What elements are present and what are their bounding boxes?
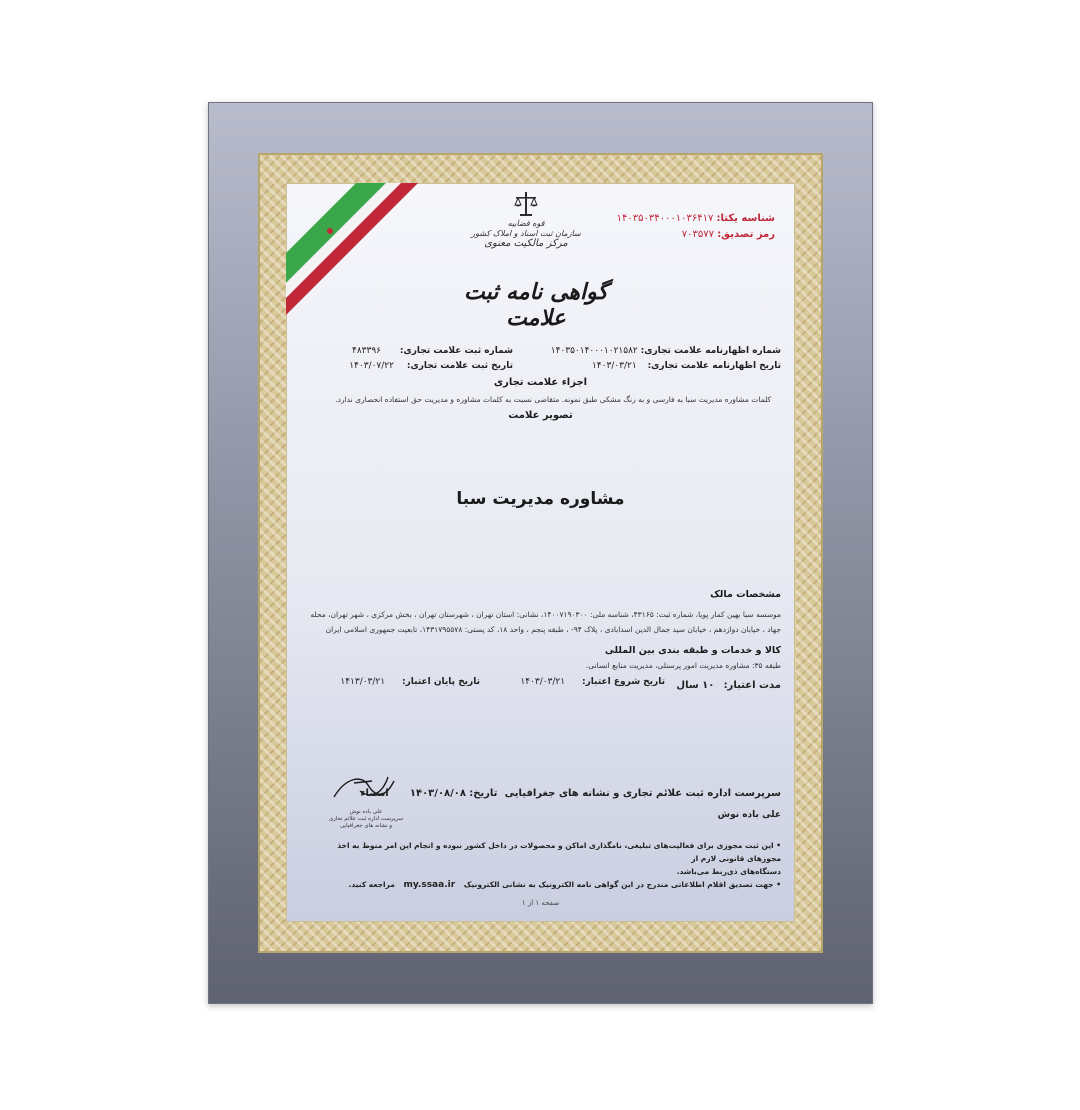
unique-id-label: شناسه یکتا: (716, 213, 775, 224)
flag-icon (286, 183, 426, 323)
sign-label: امضاء (360, 788, 389, 799)
app-number-row (551, 346, 781, 356)
certificate-paper (286, 183, 795, 922)
trademark-text: مشاوره مدیریت سبا (456, 489, 625, 509)
signatory-title: سرپرست اداره ثبت علائم تجاری و نشانه های جغرافیایی (504, 788, 781, 799)
handwritten-signature-icon (324, 771, 408, 805)
mark-image-heading: تصویر علامت (508, 410, 573, 421)
verification-url-link[interactable]: my.ssaa.ir (403, 880, 456, 890)
org-line-ip-center: مرکز مالکیت معنوی (484, 238, 568, 249)
owner-line-2: جهاد ، خیابان دوازدهم ، خیابان سید جمال الدین اسدابادی ، پلاک ۹۴- ، طبقه پنجم ، واحد ۱۸، کد پستی: ۱۴۳۱۷۹۵۵۷۸، تابعیت جمهوری اسلامی ایران (325, 625, 781, 634)
stamp-line-3: و نشانه های جغرافیایی (339, 823, 393, 829)
verify-code-value: ۷۰۳۵۷۷ (681, 229, 714, 240)
sign-date-value: ۱۴۰۳/۰۸/۰۸ (409, 788, 467, 799)
app-number-value: ۱۴۰۳۵۰۱۴۰۰۰۱۰۲۱۵۸۲ (550, 346, 638, 356)
notes-block (301, 839, 781, 892)
note-1: • این ثبت مجوزی برای فعالیت‌های تبلیغی، نامگذاری اماکن و محصولات در داخل کشور نبوده و انجام این امر منوط به اخذ مجوزهای قانونی لازم از (337, 841, 781, 863)
signatory-name: علی باده نوش (717, 810, 781, 820)
unique-id-row (615, 211, 775, 227)
verify-code-label: رمز تصدیق: (717, 229, 775, 240)
org-line-judiciary: قوه قضاییه (507, 219, 545, 228)
iran-flag-ribbon (286, 183, 426, 323)
sign-date-label: تاریخ: (469, 788, 498, 799)
signatory-name-row (718, 810, 781, 820)
note-2-text: • جهت تصدیق اقلام اطلاعاتی مندرج در این گواهی نامه الکترونیک به نشانی الکترونیک (463, 880, 781, 889)
end-value: ۱۴۱۳/۰۳/۲۱ (340, 677, 386, 687)
verify-code-row (615, 227, 775, 243)
reg-date-row (349, 361, 513, 371)
unique-id-value: ۱۴۰۳۵۰۳۴۰۰۰۱۰۳۶۴۱۷ (616, 213, 714, 224)
owner-line-1: موسسه سبا بهین کمار پویا، شماره ثبت: ۴۳۱۶۵، شناسه ملی: ۱۴۰۰۷۱۹۰۳۰۰، نشانی: استان تهران ، شهرستان تهران ، بخش مرکزی ، شهر تهران، محله (310, 610, 781, 619)
owner-heading: مشخصات مالک (710, 589, 781, 600)
signature-stamp (324, 771, 408, 837)
emblem-block (466, 189, 586, 279)
reg-number-value: ۴۸۳۳۹۶ (352, 346, 382, 356)
goods-heading: کالا و خدمات و طبقه بندی بین المللی (604, 645, 781, 656)
owner-details (296, 607, 781, 637)
goods-class-line: طبقه ۳۵: مشاوره مدیریت امور پرسنلی، مدیریت منابع انسانی. (585, 661, 781, 670)
note-2-end: مراجعه کنید. (348, 880, 395, 889)
app-date-row (592, 361, 781, 371)
scales-of-justice-icon (511, 189, 541, 219)
certificate-ids (615, 211, 775, 243)
certificate-title: گواهی نامه ثبت علامت (464, 279, 608, 331)
signatory-row (360, 788, 781, 799)
app-number-label: شماره اظهارنامه علامت تجاری: (640, 346, 781, 356)
components-heading: اجزاء علامت تجاری (493, 377, 588, 388)
reg-number-label: شماره ثبت علامت تجاری: (399, 346, 513, 356)
app-date-label: تاریخ اظهارنامه علامت تجاری: (647, 361, 781, 371)
note-1b: دستگاه‌های ذی‌ربط می‌باشد. (676, 867, 781, 876)
validity-duration-row (676, 680, 781, 691)
duration-value: ۱۰ سال (676, 680, 715, 691)
note-2 (301, 878, 781, 892)
start-label: تاریخ شروع اعتبار: (581, 677, 665, 687)
reg-date-label: تاریخ ثبت علامت تجاری: (406, 361, 513, 371)
validity-end-row (340, 677, 480, 687)
validity-start-row (520, 677, 665, 687)
org-line-registry: سازمان ثبت اسناد و املاک کشور (471, 229, 581, 238)
page-number: صفحه ۱ از ۱ (521, 899, 560, 907)
app-date-value: ۱۴۰۳/۰۳/۲۱ (591, 361, 637, 371)
stamp-line-1: علی باده نوش (349, 809, 383, 815)
end-label: تاریخ پایان اعتبار: (401, 677, 480, 687)
components-description: کلمات مشاوره مدیریت سبا به فارسی و به رنگ مشکی طبق نمونه. متقاضی نسبت به کلمات مشاوره و مدیریت حق استفاده انحصاری ندارد. (335, 395, 771, 404)
stamp-line-2: سرپرست اداره ثبت علائم تجاری (328, 816, 404, 822)
duration-label: مدت اعتبار: (723, 680, 781, 691)
start-value: ۱۴۰۳/۰۳/۲۱ (520, 677, 566, 687)
reg-date-value: ۱۴۰۳/۰۷/۲۲ (349, 361, 394, 371)
reg-number-row (352, 346, 513, 356)
